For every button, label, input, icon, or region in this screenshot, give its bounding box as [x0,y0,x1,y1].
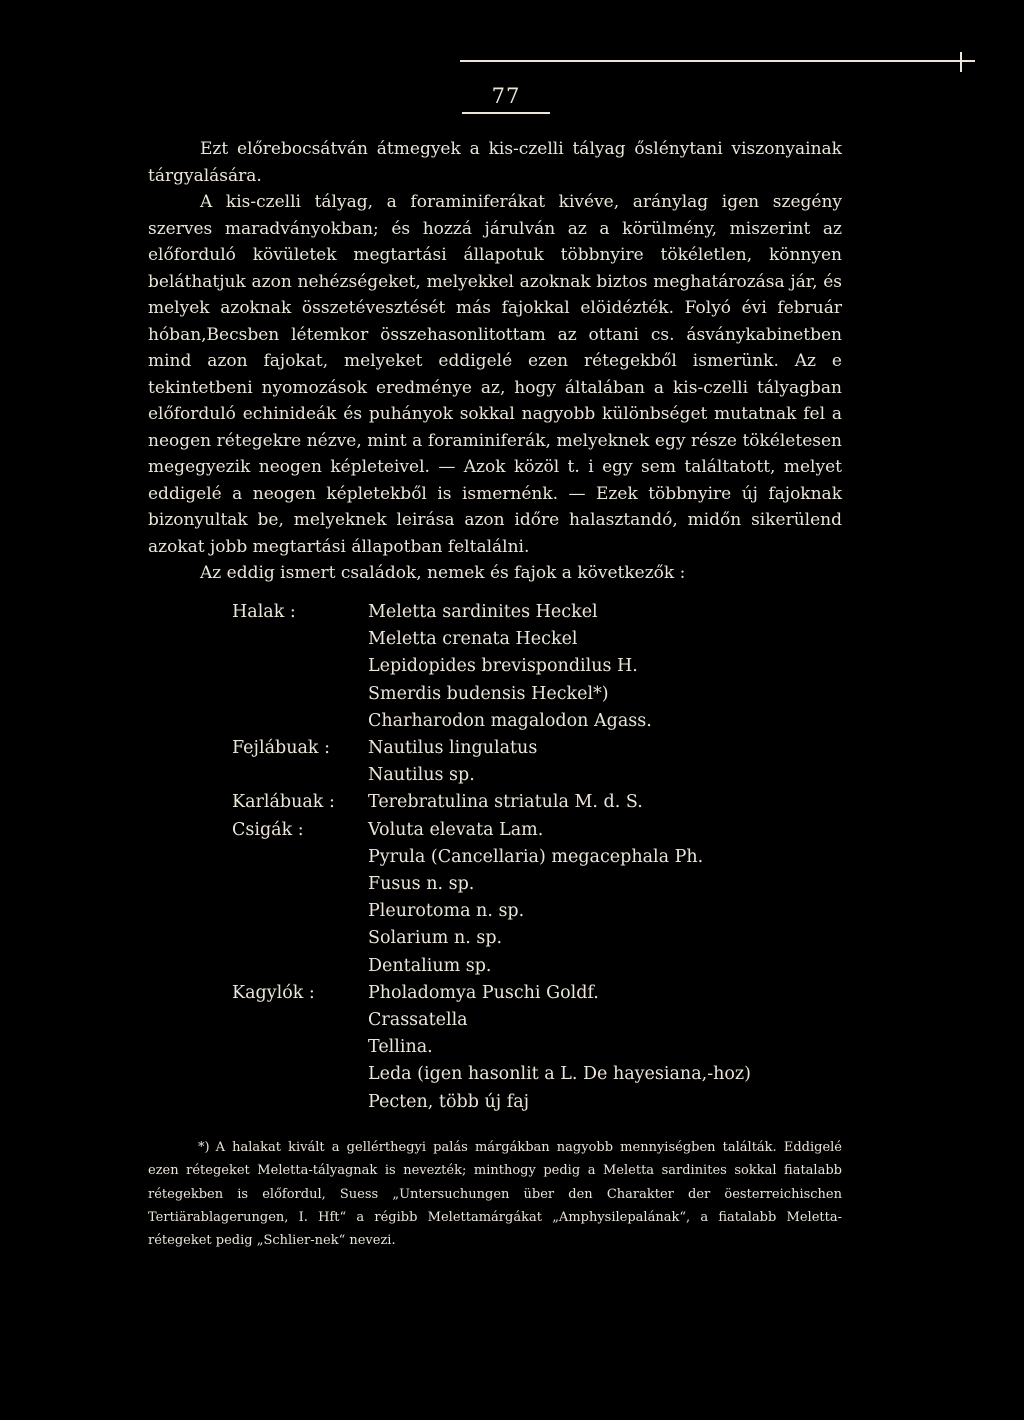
footnote-marker: *) [198,1140,210,1155]
species-item: Leda (igen hasonlit a L. De hayesiana,-hoz) [368,1064,751,1085]
page-number: 77 [491,84,521,108]
species-item: Dentalium sp. [368,955,492,976]
species-item: Solarium n. sp. [368,928,503,949]
species-group [232,980,792,1116]
footnote-text: A halakat kivált a gellérthegyi palás márgákban nagyobb mennyiségben találták. Eddigelé ezen rétegeket Meletta-tályagnak is nevezték; minthogy pedig a Meletta sardinites sokkal fiatalabb rétegekben is előfordul, Suess „Untersuchungen über den Charakter der öesterreichischen Tertiärablagerungen, I. Hft“ a régibb Melettamárgákat „Amphysilepalának“, a fiatalabb Meletta-rétegeket pedig „Schlier-nek“ nevezi. [148,1140,842,1249]
species-group [232,817,792,980]
group-label: Kagylók : [232,982,315,1003]
species-item: Smerdis budensis Heckel*) [368,683,609,704]
species-item: Lepidopides brevispondilus H. [368,656,638,677]
group-items [368,817,792,980]
footnote-paragraph [148,1136,842,1252]
species-group [232,789,792,816]
species-item: Meletta crenata Heckel [368,629,578,650]
paragraph: A kis-czelli tályag, a foraminiferákat kivéve, aránylag igen szegény szerves maradványokban; és hozzá járulván az a körülmény, miszerint az előforduló kövületek megtartási állapotuk többnyire tökéletlen, könnyen beláthatjuk azon nehézségeket, melyekkel azoknak biztos meghatározása jár, és melyek azoknak összetévesztését más fajokkal elöidézték. Folyó évi február hóban,Becsben létemkor összehasonlitottam az ottani cs. ásványkabinetben mind azon fajokat, melyeket eddigelé ezen rétegekből ismerünk. Az e tekintetbeni nyomozások eredménye az, hogy általában a kis-czelli tályagban előforduló echinideák és puhányok sokkal nagyobb különbséget mutatnak fel a neogen rétegekre nézve, mint a foraminiferák, melyeknek egy része tökéletesen megegyezik neogen képleteivel. — Azok közöl t. i egy sem találtatott, melyet eddigelé a neogen képletekből is ismernénk. — Ezek többnyire új fajoknak bizonyultak be, melyeknek leirása azon időre halasztandó, midőn sikerülend azokat jobb megtartási állapotban feltalálni. [148,192,842,557]
species-item: Nautilus sp. [368,765,475,786]
species-item: Tellina. [368,1037,433,1058]
species-item: Meletta sardinites Heckel [368,602,598,622]
body-text [148,136,842,587]
group-items [368,735,792,789]
species-item: Pholadomya Puschi Goldf. [368,982,599,1003]
species-item: Charharodon magalodon Agass. [368,710,652,731]
species-item: Fusus n. sp. [368,874,475,895]
paragraph: Az eddig ismert családok, nemek és fajok a következők : [200,563,686,583]
species-item: Pecten, több új faj [368,1091,530,1112]
species-item: Crassatella [368,1010,468,1031]
group-label: Csigák : [232,819,304,840]
species-item: Pleurotoma n. sp. [368,901,525,922]
page-number-underline [462,112,550,114]
species-item: Nautilus lingulatus [368,738,538,759]
header-rule [460,60,975,62]
species-item: Terebratulina striatula M. d. S. [368,792,643,813]
group-items [368,980,792,1116]
group-label: Halak : [232,602,296,622]
species-group [232,599,792,735]
paragraph: Ezt előrebocsátván átmegyek a kis-czelli tályag őslénytani viszonyainak tárgyalására. [148,139,842,186]
species-list [232,599,792,1116]
group-items [368,599,792,735]
corner-mark [960,52,976,72]
group-label: Fejlábuak : [232,738,330,759]
group-items [368,789,792,816]
footnote [148,1136,842,1252]
species-item: Voluta elevata Lam. [368,819,544,840]
species-item: Pyrula (Cancellaria) megacephala Ph. [368,846,704,867]
group-label: Karlábuak : [232,792,335,813]
species-group [232,735,792,789]
